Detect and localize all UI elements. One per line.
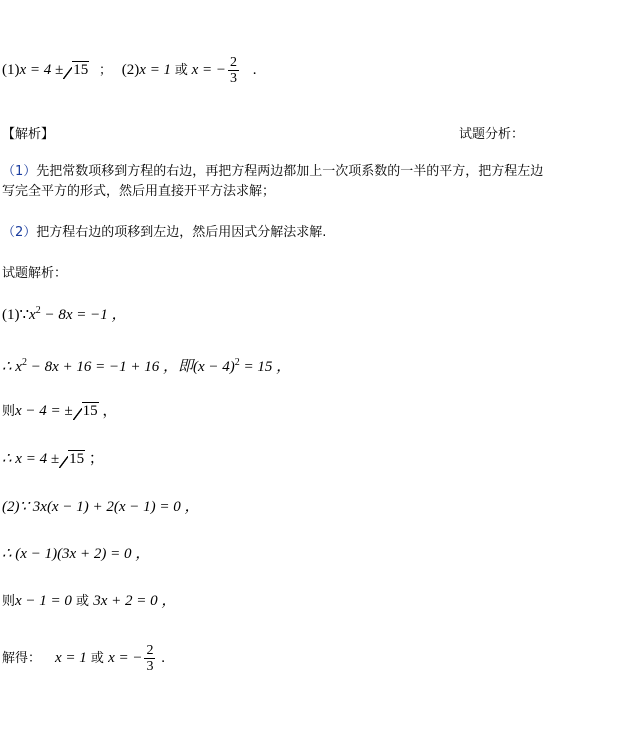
line4-equation: ∴ x = 4 ± <box>2 451 60 467</box>
solution-line4 <box>2 451 104 467</box>
analysis-right-label: 试题分析： <box>459 127 525 142</box>
line2-a: ∴ x <box>2 359 22 375</box>
line8-end: . <box>157 649 165 666</box>
analysis-step1-line2: 写完全平方的形式，然后用直接开平方法求解； <box>2 184 276 199</box>
line1-exponent: 2 <box>35 305 41 316</box>
line8-equation1: x = 1 <box>55 649 87 666</box>
line2-d: = 15 ， <box>239 359 292 375</box>
line1-x: x <box>29 307 36 323</box>
line3-radicand: 15 <box>82 403 98 419</box>
line3-prefix: 则 <box>2 404 16 419</box>
fraction-denominator: 3 <box>146 659 154 674</box>
fraction-numerator: 2 <box>146 643 154 658</box>
solution-line5 <box>2 499 199 515</box>
answer-part1-equation: x = 4 ± <box>19 61 64 78</box>
line1-rest: − 8x = −1 ， <box>40 307 127 323</box>
solution-line8 <box>2 643 165 674</box>
answer-or: 或 <box>174 62 188 78</box>
line2-b: − 8x + 16 = −1 + 16 ，即 <box>26 359 193 375</box>
fraction-denominator: 3 <box>229 71 237 86</box>
solution-line3 <box>2 403 117 420</box>
solution-line2 <box>2 359 291 375</box>
fraction-numerator: 2 <box>229 55 237 70</box>
analysis-heading: 【解析】 <box>2 127 55 142</box>
solution-line1 <box>2 307 127 323</box>
answer-part2-equation1: x = 1 <box>139 61 172 78</box>
line4-end: ； <box>85 451 104 467</box>
line8-equation2: x = − <box>108 649 143 666</box>
analysis-step1-line1 <box>2 164 543 180</box>
answer-fraction <box>228 55 239 86</box>
line8-fraction <box>144 643 155 674</box>
line8-prefix: 解得： <box>2 650 42 666</box>
solution-heading: 试题解析： <box>2 266 68 281</box>
line4-radicand: 15 <box>69 451 85 467</box>
line7-equation2: 3x + 2 = 0 ， <box>93 593 177 609</box>
solution-line6 <box>2 546 150 562</box>
answer-part1-label: (1) <box>2 61 20 78</box>
step2-text: 把方程右边的项移到左边，然后用因式分解法求解. <box>36 225 327 240</box>
answer-line <box>2 55 256 86</box>
line3-equation: x − 4 = ± <box>15 403 73 419</box>
line2-exponent: 2 <box>21 357 27 368</box>
solution-line7 <box>2 593 176 610</box>
line2-c: (x − 4) <box>192 359 235 375</box>
answer-part1-radicand: 15 <box>73 61 89 78</box>
line3-end: ， <box>98 403 118 419</box>
sqrt-symbol <box>63 62 89 78</box>
answer-part2-equation2: x = − <box>191 61 226 78</box>
answer-part2-label: (2) <box>121 61 140 78</box>
analysis-step2 <box>2 225 326 241</box>
line1-label: (1)∵ <box>2 307 30 323</box>
sqrt-symbol <box>59 451 85 467</box>
step1-text: 先把常数项移到方程的右边，再把方程两边都加上一次项系数的一半的平方，把方程左边 <box>36 164 544 179</box>
line6-equation: ∴ (x − 1)(3x + 2) = 0 ， <box>2 546 151 562</box>
line2-exponent2: 2 <box>234 357 240 368</box>
line7-or: 或 <box>71 594 94 609</box>
line8-or: 或 <box>86 650 109 666</box>
answer-separator: ； <box>99 62 113 78</box>
line7-prefix: 则 <box>2 594 16 609</box>
sqrt-symbol <box>73 403 99 419</box>
step2-label: （2） <box>2 225 37 240</box>
answer-end: . <box>252 61 257 78</box>
line7-equation1: x − 1 = 0 <box>15 593 72 609</box>
step1-label: （1） <box>2 164 37 179</box>
line5-equation: (2)∵ 3x(x − 1) + 2(x − 1) = 0 ， <box>2 499 200 515</box>
